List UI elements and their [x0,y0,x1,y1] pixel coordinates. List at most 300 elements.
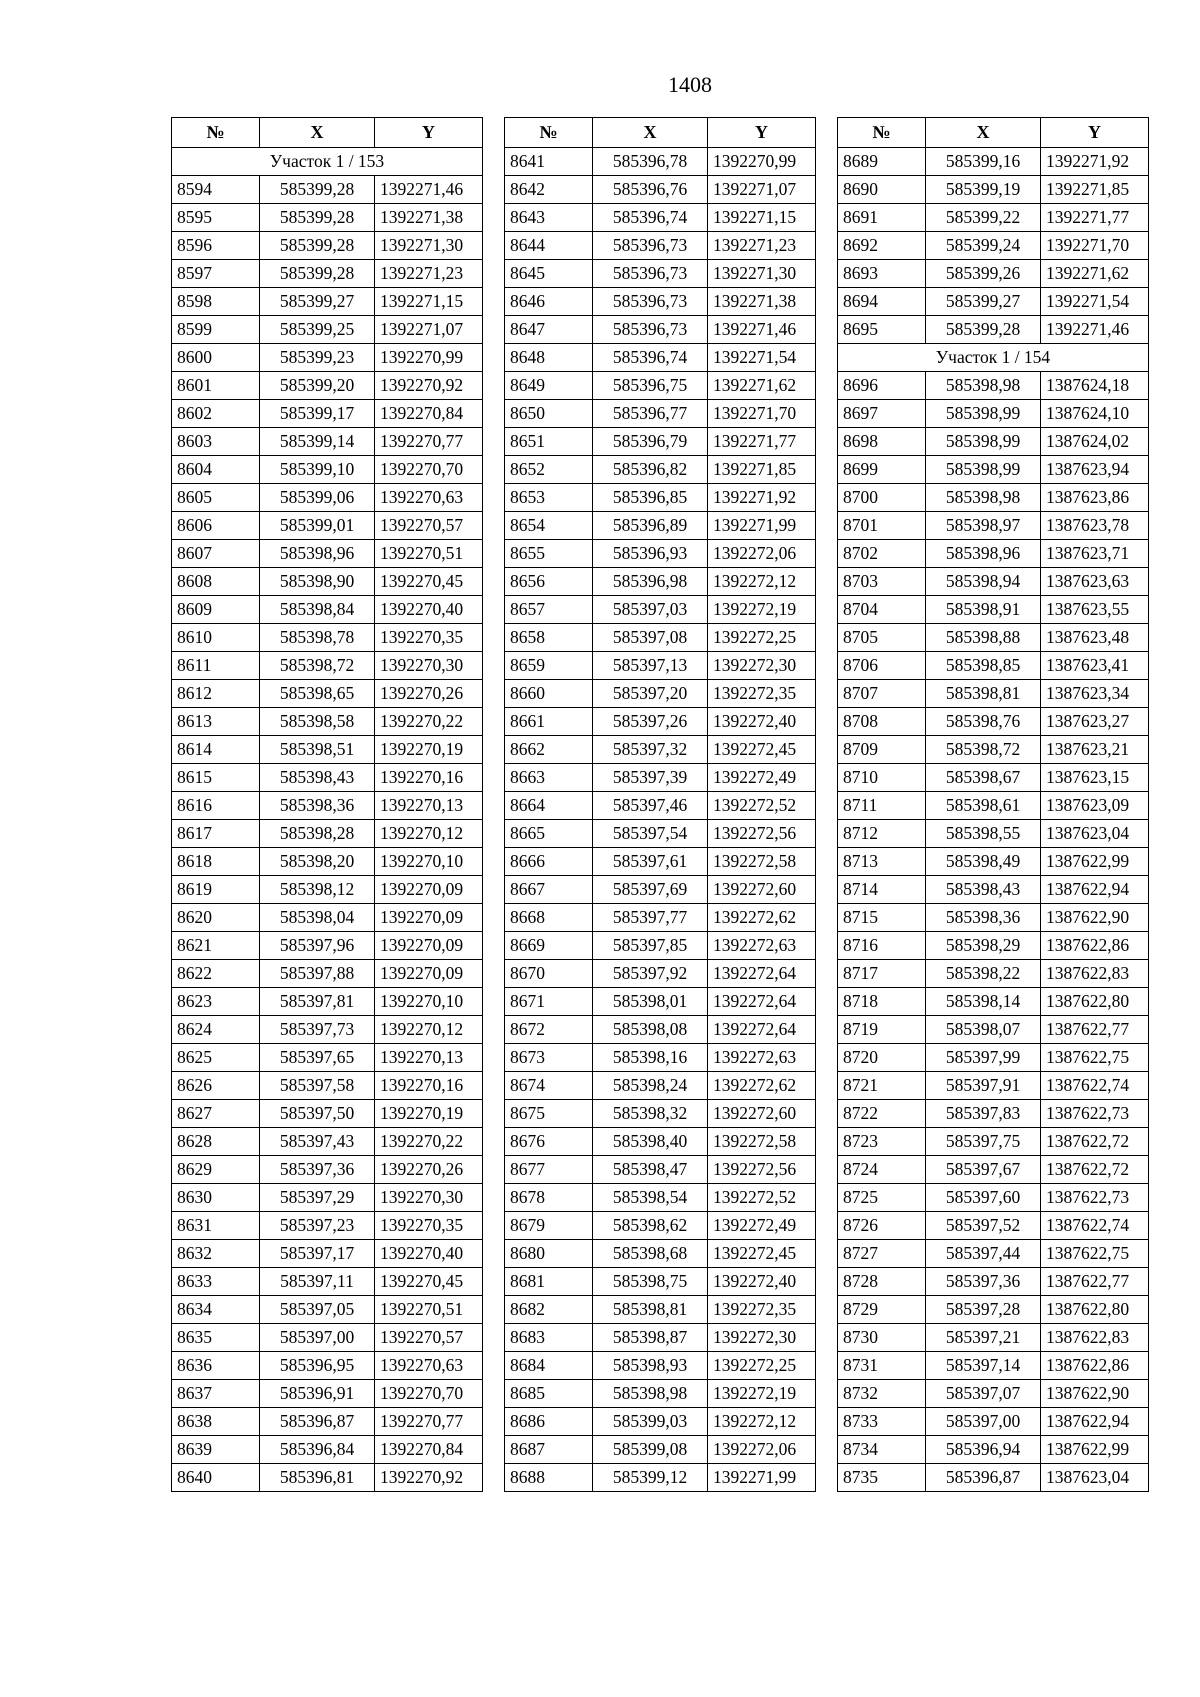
y-coordinate: 1392270,35 [375,1212,483,1240]
y-coordinate: 1392271,46 [375,176,483,204]
y-coordinate: 1392270,70 [375,1380,483,1408]
point-number: 8692 [838,232,926,260]
point-number: 8730 [838,1324,926,1352]
table-row [838,1184,1149,1212]
header-number: № [505,118,593,148]
point-number: 8595 [172,204,260,232]
point-number: 8602 [172,400,260,428]
x-coordinate: 585397,00 [926,1408,1041,1436]
x-coordinate: 585396,84 [260,1436,375,1464]
x-coordinate: 585398,43 [260,764,375,792]
x-coordinate: 585398,14 [926,988,1041,1016]
y-coordinate: 1392270,22 [375,708,483,736]
table-row [172,176,483,204]
point-number: 8619 [172,876,260,904]
point-number: 8676 [505,1128,593,1156]
table-row [505,512,816,540]
x-coordinate: 585398,68 [593,1240,708,1268]
x-coordinate: 585396,73 [593,260,708,288]
point-number: 8710 [838,764,926,792]
x-coordinate: 585397,60 [926,1184,1041,1212]
y-coordinate: 1392272,45 [708,736,816,764]
table-row [172,1352,483,1380]
table-row [838,204,1149,232]
x-coordinate: 585398,55 [926,820,1041,848]
x-coordinate: 585396,87 [926,1464,1041,1492]
table-row [838,1240,1149,1268]
table-row [838,1128,1149,1156]
point-number: 8709 [838,736,926,764]
table-row [505,568,816,596]
x-coordinate: 585397,54 [593,820,708,848]
x-coordinate: 585396,98 [593,568,708,596]
table-row [838,1044,1149,1072]
point-number: 8731 [838,1352,926,1380]
point-number: 8608 [172,568,260,596]
point-number: 8661 [505,708,593,736]
y-coordinate: 1392271,15 [375,288,483,316]
point-number: 8718 [838,988,926,1016]
point-number: 8702 [838,540,926,568]
table-row [838,736,1149,764]
table-row [838,288,1149,316]
x-coordinate: 585396,73 [593,288,708,316]
x-coordinate: 585398,81 [926,680,1041,708]
y-coordinate: 1387623,21 [1041,736,1149,764]
table-row [172,848,483,876]
x-coordinate: 585398,85 [926,652,1041,680]
point-number: 8701 [838,512,926,540]
point-number: 8727 [838,1240,926,1268]
y-coordinate: 1387622,86 [1041,1352,1149,1380]
x-coordinate: 585399,27 [926,288,1041,316]
x-coordinate: 585398,90 [260,568,375,596]
point-number: 8732 [838,1380,926,1408]
table-row [505,792,816,820]
page-number: 1408 [668,72,712,97]
point-number: 8668 [505,904,593,932]
point-number: 8609 [172,596,260,624]
table-row [505,960,816,988]
y-coordinate: 1392270,35 [375,624,483,652]
x-coordinate: 585398,51 [260,736,375,764]
y-coordinate: 1392272,12 [708,568,816,596]
point-number: 8607 [172,540,260,568]
table-row [172,1212,483,1240]
coordinates-table-1 [171,117,483,1492]
table-row [838,680,1149,708]
point-number: 8649 [505,372,593,400]
point-number: 8611 [172,652,260,680]
x-coordinate: 585397,28 [926,1296,1041,1324]
y-coordinate: 1387622,73 [1041,1100,1149,1128]
table-row [172,1296,483,1324]
x-coordinate: 585397,11 [260,1268,375,1296]
x-coordinate: 585399,16 [926,148,1041,176]
y-coordinate: 1387622,73 [1041,1184,1149,1212]
point-number: 8631 [172,1212,260,1240]
y-coordinate: 1387622,72 [1041,1128,1149,1156]
y-coordinate: 1387622,86 [1041,932,1149,960]
y-coordinate: 1392271,77 [1041,204,1149,232]
table-row [838,820,1149,848]
x-coordinate: 585398,32 [593,1100,708,1128]
x-coordinate: 585397,65 [260,1044,375,1072]
y-coordinate: 1387623,27 [1041,708,1149,736]
table-row [172,1100,483,1128]
y-coordinate: 1392272,58 [708,1128,816,1156]
point-number: 8635 [172,1324,260,1352]
point-number: 8599 [172,316,260,344]
y-coordinate: 1392270,57 [375,512,483,540]
x-coordinate: 585398,08 [593,1016,708,1044]
x-coordinate: 585396,74 [593,344,708,372]
y-coordinate: 1392272,35 [708,680,816,708]
table-row [172,680,483,708]
point-number: 8617 [172,820,260,848]
table-row [505,1156,816,1184]
y-coordinate: 1392271,85 [1041,176,1149,204]
point-number: 8613 [172,708,260,736]
point-number: 8642 [505,176,593,204]
table-row [172,568,483,596]
point-number: 8628 [172,1128,260,1156]
x-coordinate: 585397,20 [593,680,708,708]
point-number: 8650 [505,400,593,428]
table-row [838,960,1149,988]
point-number: 8612 [172,680,260,708]
table-row [172,624,483,652]
table-row [172,1408,483,1436]
x-coordinate: 585398,67 [926,764,1041,792]
y-coordinate: 1392272,63 [708,932,816,960]
point-number: 8690 [838,176,926,204]
y-coordinate: 1392271,77 [708,428,816,456]
table-row [838,1436,1149,1464]
x-coordinate: 585397,69 [593,876,708,904]
x-coordinate: 585396,81 [260,1464,375,1492]
point-number: 8698 [838,428,926,456]
table-row [505,316,816,344]
table-row [172,1016,483,1044]
point-number: 8621 [172,932,260,960]
y-coordinate: 1392272,49 [708,764,816,792]
x-coordinate: 585399,19 [926,176,1041,204]
x-coordinate: 585397,03 [593,596,708,624]
table-row [838,1100,1149,1128]
table-row [838,932,1149,960]
y-coordinate: 1387622,94 [1041,1408,1149,1436]
point-number: 8678 [505,1184,593,1212]
y-coordinate: 1387622,74 [1041,1072,1149,1100]
point-number: 8699 [838,456,926,484]
table-row [505,1212,816,1240]
point-number: 8684 [505,1352,593,1380]
point-number: 8623 [172,988,260,1016]
point-number: 8606 [172,512,260,540]
x-coordinate: 585398,97 [926,512,1041,540]
table-row [172,1044,483,1072]
y-coordinate: 1387622,72 [1041,1156,1149,1184]
table-row [172,1184,483,1212]
x-coordinate: 585397,91 [926,1072,1041,1100]
table-row [838,792,1149,820]
point-number: 8688 [505,1464,593,1492]
x-coordinate: 585396,74 [593,204,708,232]
point-number: 8735 [838,1464,926,1492]
header-y: Y [708,118,816,148]
point-number: 8713 [838,848,926,876]
y-coordinate: 1392272,45 [708,1240,816,1268]
x-coordinate: 585397,07 [926,1380,1041,1408]
table-row [172,1436,483,1464]
y-coordinate: 1392272,64 [708,960,816,988]
point-number: 8712 [838,820,926,848]
point-number: 8681 [505,1268,593,1296]
x-coordinate: 585398,91 [926,596,1041,624]
x-coordinate: 585397,36 [260,1156,375,1184]
table-row [838,512,1149,540]
table-row [838,1352,1149,1380]
y-coordinate: 1392271,38 [708,288,816,316]
table-row [838,848,1149,876]
table-row [505,260,816,288]
point-number: 8626 [172,1072,260,1100]
point-number: 8616 [172,792,260,820]
y-coordinate: 1387623,63 [1041,568,1149,596]
x-coordinate: 585398,98 [593,1380,708,1408]
table-row [172,1380,483,1408]
y-coordinate: 1387623,48 [1041,624,1149,652]
x-coordinate: 585396,91 [260,1380,375,1408]
point-number: 8601 [172,372,260,400]
table-row [838,876,1149,904]
y-coordinate: 1392270,99 [375,344,483,372]
point-number: 8716 [838,932,926,960]
point-number: 8671 [505,988,593,1016]
x-coordinate: 585399,23 [260,344,375,372]
y-coordinate: 1392271,46 [1041,316,1149,344]
x-coordinate: 585397,92 [593,960,708,988]
header-number: № [838,118,926,148]
point-number: 8722 [838,1100,926,1128]
table-row [838,708,1149,736]
table-row [838,456,1149,484]
y-coordinate: 1392270,16 [375,764,483,792]
point-number: 8637 [172,1380,260,1408]
point-number: 8653 [505,484,593,512]
point-number: 8728 [838,1268,926,1296]
point-number: 8695 [838,316,926,344]
table-row [172,512,483,540]
point-number: 8636 [172,1352,260,1380]
x-coordinate: 585398,24 [593,1072,708,1100]
table-row [505,372,816,400]
section-row [172,148,483,176]
y-coordinate: 1387623,09 [1041,792,1149,820]
point-number: 8724 [838,1156,926,1184]
x-coordinate: 585397,81 [260,988,375,1016]
table-row [505,652,816,680]
table-row [505,764,816,792]
table-row [505,1268,816,1296]
header-y: Y [375,118,483,148]
y-coordinate: 1392270,12 [375,820,483,848]
x-coordinate: 585399,28 [260,204,375,232]
table-row [172,456,483,484]
y-coordinate: 1392272,62 [708,904,816,932]
y-coordinate: 1392272,56 [708,1156,816,1184]
point-number: 8594 [172,176,260,204]
table-row [172,1268,483,1296]
point-number: 8729 [838,1296,926,1324]
x-coordinate: 585398,36 [926,904,1041,932]
y-coordinate: 1387622,77 [1041,1268,1149,1296]
y-coordinate: 1392271,38 [375,204,483,232]
x-coordinate: 585398,65 [260,680,375,708]
x-coordinate: 585397,75 [926,1128,1041,1156]
y-coordinate: 1387622,83 [1041,1324,1149,1352]
table-row [172,428,483,456]
x-coordinate: 585399,24 [926,232,1041,260]
point-number: 8693 [838,260,926,288]
point-number: 8733 [838,1408,926,1436]
y-coordinate: 1392270,51 [375,1296,483,1324]
x-coordinate: 585396,89 [593,512,708,540]
x-coordinate: 585397,08 [593,624,708,652]
table-row [172,988,483,1016]
point-number: 8715 [838,904,926,932]
table-row [172,204,483,232]
y-coordinate: 1392271,07 [375,316,483,344]
x-coordinate: 585399,26 [926,260,1041,288]
x-coordinate: 585399,06 [260,484,375,512]
table-row [505,680,816,708]
x-coordinate: 585399,03 [593,1408,708,1436]
point-number: 8687 [505,1436,593,1464]
y-coordinate: 1392270,45 [375,568,483,596]
y-coordinate: 1392270,12 [375,1016,483,1044]
table-row [505,1240,816,1268]
table-row [172,1156,483,1184]
table-row [172,232,483,260]
y-coordinate: 1392272,56 [708,820,816,848]
point-number: 8634 [172,1296,260,1324]
table-row [838,1072,1149,1100]
x-coordinate: 585397,43 [260,1128,375,1156]
table-row [838,988,1149,1016]
x-coordinate: 585397,77 [593,904,708,932]
table-row [505,988,816,1016]
y-coordinate: 1392271,62 [708,372,816,400]
table-row [505,540,816,568]
table-row [505,932,816,960]
table-row [172,1128,483,1156]
table-row [172,960,483,988]
table-row [505,1044,816,1072]
header-number: № [172,118,260,148]
y-coordinate: 1392270,63 [375,484,483,512]
point-number: 8666 [505,848,593,876]
y-coordinate: 1392270,10 [375,848,483,876]
table-row [172,400,483,428]
point-number: 8674 [505,1072,593,1100]
section-title: Участок 1 / 154 [838,344,1149,372]
table-row [838,232,1149,260]
x-coordinate: 585399,27 [260,288,375,316]
point-number: 8651 [505,428,593,456]
y-coordinate: 1392272,25 [708,1352,816,1380]
point-number: 8694 [838,288,926,316]
y-coordinate: 1392272,62 [708,1072,816,1100]
x-coordinate: 585397,58 [260,1072,375,1100]
y-coordinate: 1392271,30 [708,260,816,288]
point-number: 8660 [505,680,593,708]
y-coordinate: 1392270,40 [375,1240,483,1268]
point-number: 8680 [505,1240,593,1268]
x-coordinate: 585397,96 [260,932,375,960]
table-row [505,596,816,624]
table-row [505,176,816,204]
table-row [838,596,1149,624]
y-coordinate: 1392272,52 [708,1184,816,1212]
point-number: 8706 [838,652,926,680]
point-number: 8633 [172,1268,260,1296]
x-coordinate: 585398,20 [260,848,375,876]
y-coordinate: 1392271,23 [375,260,483,288]
table-row [172,1240,483,1268]
table-row [505,148,816,176]
point-number: 8703 [838,568,926,596]
y-coordinate: 1392270,51 [375,540,483,568]
y-coordinate: 1392270,13 [375,1044,483,1072]
point-number: 8670 [505,960,593,988]
x-coordinate: 585396,82 [593,456,708,484]
point-number: 8656 [505,568,593,596]
x-coordinate: 585398,84 [260,596,375,624]
table-row [172,596,483,624]
x-coordinate: 585399,01 [260,512,375,540]
x-coordinate: 585399,28 [260,176,375,204]
point-number: 8647 [505,316,593,344]
header-x: X [593,118,708,148]
point-number: 8707 [838,680,926,708]
point-number: 8652 [505,456,593,484]
y-coordinate: 1387622,83 [1041,960,1149,988]
y-coordinate: 1392270,92 [375,1464,483,1492]
x-coordinate: 585398,43 [926,876,1041,904]
coordinates-table-2 [504,117,816,1492]
point-number: 8669 [505,932,593,960]
y-coordinate: 1387623,71 [1041,540,1149,568]
y-coordinate: 1392270,45 [375,1268,483,1296]
point-number: 8658 [505,624,593,652]
y-coordinate: 1387623,78 [1041,512,1149,540]
y-coordinate: 1392270,63 [375,1352,483,1380]
point-number: 8618 [172,848,260,876]
point-number: 8624 [172,1016,260,1044]
point-number: 8725 [838,1184,926,1212]
table-row [172,372,483,400]
table-row [505,1464,816,1492]
table-row [172,288,483,316]
y-coordinate: 1387623,94 [1041,456,1149,484]
point-number: 8708 [838,708,926,736]
y-coordinate: 1387622,75 [1041,1044,1149,1072]
point-number: 8723 [838,1128,926,1156]
y-coordinate: 1392271,46 [708,316,816,344]
x-coordinate: 585396,87 [260,1408,375,1436]
